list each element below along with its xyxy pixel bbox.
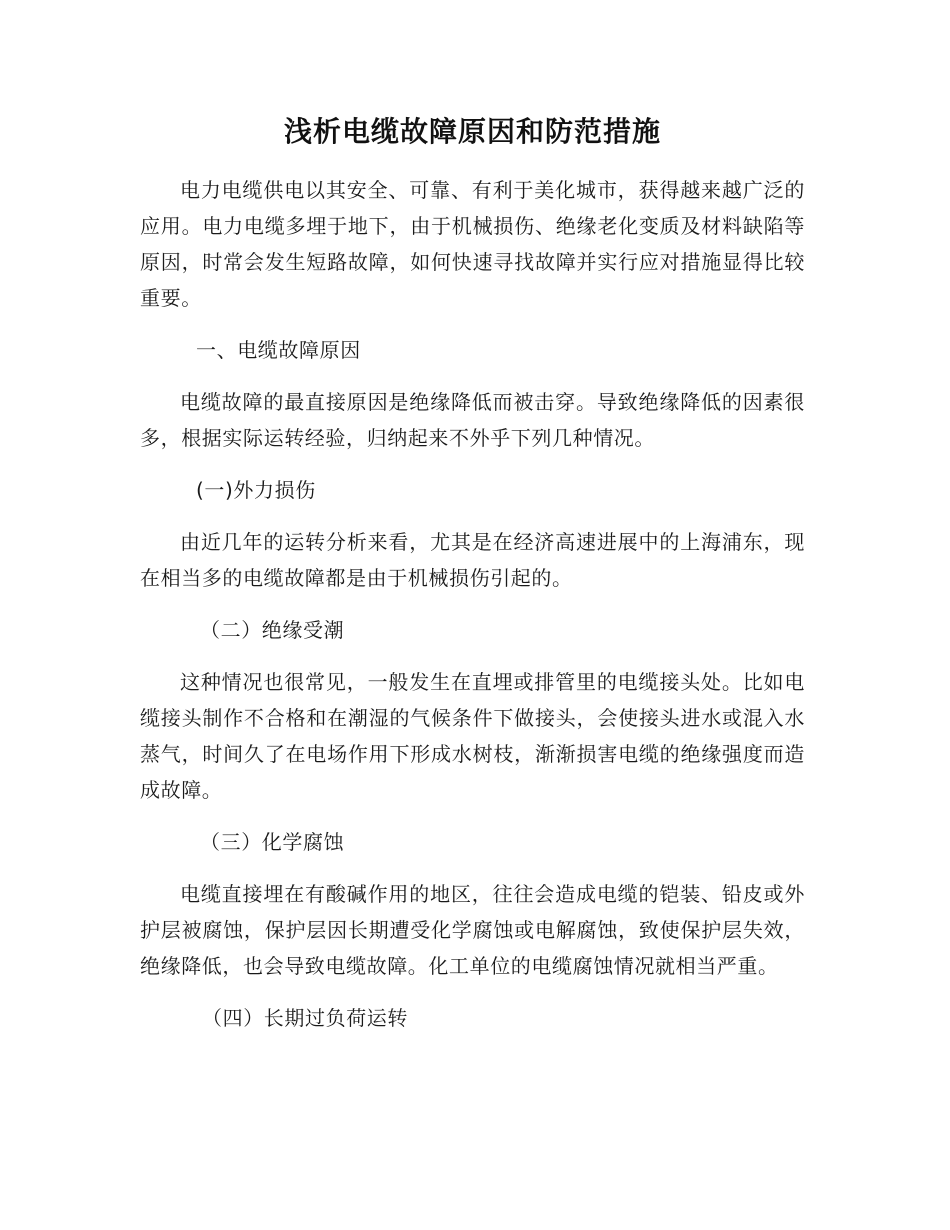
- subheading-moisture: （二）绝缘受潮: [200, 618, 345, 642]
- subheading-overload: （四）长期过负荷运转: [202, 1006, 408, 1030]
- intro-paragraph: 电力电缆供电以其安全、可靠、有利于美化城市，获得越来越广泛的应用。电力电缆多埋于地下，由于机械损伤、绝缘老化变质及材料缺陷等原因，时常会发生短路故障，如何快速寻找故障并实行应对措施显得比较重要。: [140, 178, 805, 310]
- section-heading-causes: 一、电缆故障原因: [196, 338, 361, 362]
- causes-paragraph: 电缆故障的最直接原因是绝缘降低而被击穿。导致绝缘降低的因素很多，根据实际运转经验，归纳起来不外乎下列几种情况。: [140, 390, 805, 450]
- subheading-external-damage: (一)外力损伤: [196, 478, 316, 502]
- subheading-chemical-corrosion: （三）化学腐蚀: [200, 830, 345, 854]
- page-title: 浅析电缆故障原因和防范措施: [283, 115, 661, 148]
- external-damage-paragraph: 由近几年的运转分析来看，尤其是在经济高速进展中的上海浦东，现在相当多的电缆故障都是由于机械损伤引起的。: [140, 530, 805, 590]
- chemical-corrosion-paragraph: 电缆直接埋在有酸碱作用的地区，往往会造成电缆的铠装、铅皮或外护层被腐蚀，保护层因长期遭受化学腐蚀或电解腐蚀，致使保护层失效，绝缘降低，也会导致电缆故障。化工单位的电缆腐蚀情况就相当严重。: [140, 882, 805, 978]
- moisture-paragraph: 这种情况也很常见，一般发生在直埋或排管里的电缆接头处。比如电缆接头制作不合格和在潮湿的气候条件下做接头，会使接头进水或混入水蒸气，时间久了在电场作用下形成水树枝，渐渐损害电缆的绝缘强度而造成故障。: [140, 670, 805, 802]
